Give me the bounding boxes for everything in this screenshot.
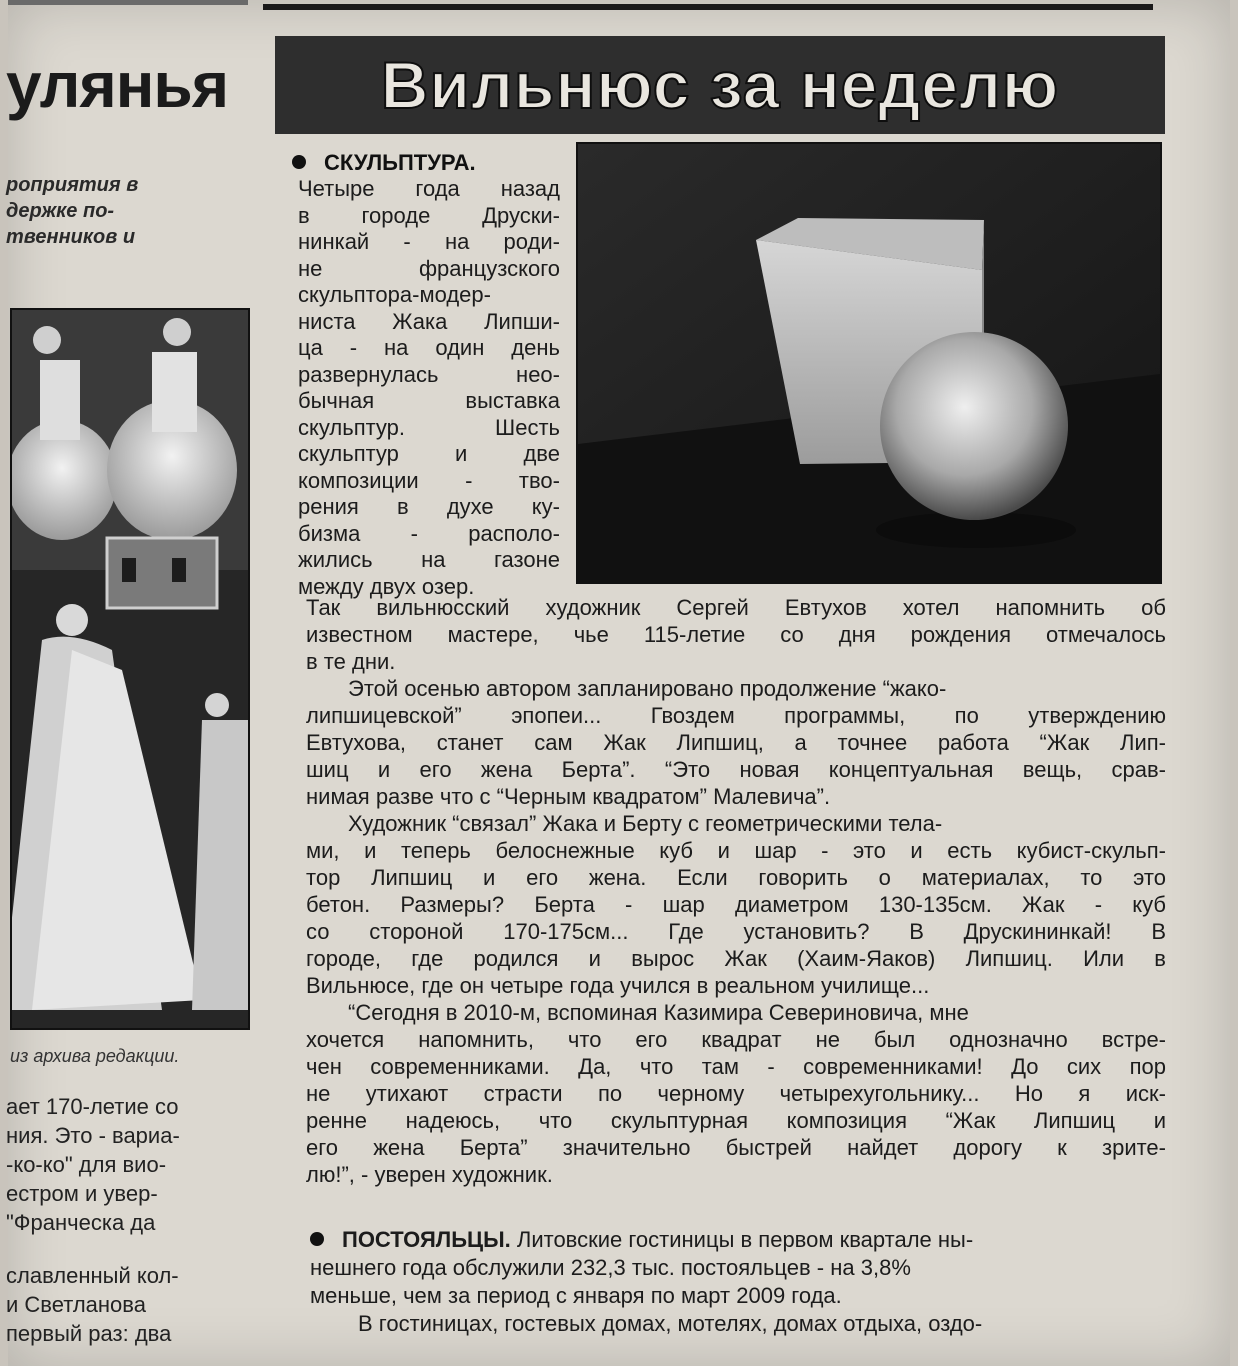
photo-caption: из архива редакции. [10, 1046, 180, 1066]
section-guests-title: ПОСТОЯЛЬЦЫ. [342, 1227, 511, 1252]
text-line: “Сегодня в 2010-м, вспоминая Казимира Севериновича, мне [348, 1000, 969, 1025]
text-line: Художник “связал” Жака и Берту с геометрическими тела- [348, 811, 943, 836]
text-line: скульптур. Шесть [298, 414, 560, 440]
text-line: Этой осенью автором запланировано продолжение “жако- [348, 676, 947, 701]
bullet-icon [310, 1232, 324, 1246]
text-line: лю!”, - уверен художник. [306, 1162, 553, 1187]
text-line: скульптур и две [298, 441, 560, 466]
section-header-bar [275, 36, 1165, 134]
text-line: тор Липшиц и его жена. Если говорить о материалах, то это [306, 865, 1166, 890]
text-line: между двух озер. [298, 573, 475, 599]
text-line: бычная выставка [298, 388, 560, 413]
left-text-line: естром и увер- [6, 1181, 158, 1206]
text-line: в те дни. [306, 649, 396, 674]
sculpture-narrow-text [298, 176, 560, 600]
text-line: бизма - располо- [298, 520, 560, 546]
left-text-line: "Франческа да [6, 1210, 156, 1235]
left-text-line: ния. Это - вариа- [6, 1123, 180, 1148]
top-rule-left [8, 0, 248, 5]
left-intro-line: твенников и [6, 226, 136, 248]
text-line: ниста Жака Липши- [298, 308, 560, 334]
text-line: не утихают страсти по черному четырехугольнику... Но я иск- [306, 1081, 1166, 1106]
sculpture-article-body [306, 594, 1166, 1188]
left-text-line: -ко-ко" для вио- [6, 1152, 167, 1177]
text-line: Вильнюсе, где он четыре года учился в реальном училище... [306, 973, 930, 998]
text-line: нимая разве что с “Черным квадратом” Малевича”. [306, 784, 831, 809]
ballet-photo [10, 308, 250, 1030]
section-sculpture-title-text: СКУЛЬПТУРА. [324, 150, 476, 175]
sculpture-photo [576, 142, 1162, 584]
bullet-icon [292, 155, 306, 169]
left-headline: улянья [6, 49, 229, 121]
text-line: хочется напомнить, что его квадрат не был однозначно встре- [306, 1027, 1166, 1052]
left-intro-line: роприятия в [6, 174, 139, 196]
section-header-title: Вильнюс за неделю [380, 48, 1060, 122]
text-line: нинкай - на роди- [298, 229, 560, 254]
left-text-line: славленный кол- [6, 1263, 179, 1288]
left-text-line: первый раз: два [6, 1321, 172, 1346]
text-line: чен современниками. Да, что там - современниками! До сих пор [306, 1054, 1166, 1079]
top-rule [263, 4, 1153, 10]
text-line: бетон. Размеры? Берта - шар диаметром 130-135см. Жак - куб [306, 892, 1166, 917]
ballet-photo-image [12, 310, 248, 1028]
section-guests-first-line [310, 1226, 1186, 1254]
left-intro [6, 172, 206, 250]
text-line: городе, где родился и вырос Жак (Хаим-Яаков) Липшиц. Или в [306, 946, 1166, 971]
text-line: шиц и его жена Берта”. “Это новая концептуальная вещь, срав- [306, 757, 1166, 782]
left-intro-line: держке по- [6, 200, 115, 222]
text-line: Евтухова, станет сам Жак Липшиц, а точнее работа “Жак Лип- [306, 730, 1166, 755]
text-line: развернулась нео- [298, 361, 560, 387]
text-line: Так вильнюсский художник Сергей Евтухов хотел напомнить об [306, 595, 1166, 620]
text-line: липшицевской” эпопеи... Гвоздем программы, по утверждению [306, 703, 1166, 728]
left-text-line: и Светланова [6, 1292, 146, 1317]
text-line: композиции - тво- [298, 467, 560, 493]
text-line: ца - на один день [298, 335, 560, 360]
section-guests [310, 1226, 1186, 1338]
text-line: ренне надеюсь, что скульптурная композиция “Жак Липшиц и [306, 1108, 1166, 1133]
left-column-text [6, 1092, 254, 1348]
text-line: Литовские гостиницы в первом квартале ны- [516, 1227, 974, 1252]
section-sculpture-title [292, 150, 476, 176]
text-line: ми, и теперь белоснежные куб и шар - это и есть кубист-скульп- [306, 838, 1166, 863]
left-text-line: ает 170-летие со [6, 1094, 179, 1119]
cube-sphere-image [578, 144, 1160, 582]
text-line: в городе Друски- [298, 202, 560, 228]
text-line: со стороной 170-175см... Где установить? В Друскининкай! В [306, 919, 1166, 944]
text-line: не французского [298, 255, 560, 281]
text-line: нешнего года обслужили 232,3 тыс. постояльцев - на 3,8% [310, 1255, 911, 1280]
text-line: жились на газоне [298, 547, 560, 572]
text-line: скульптора-модер- [298, 282, 491, 307]
text-line: В гостиницах, гостевых домах, мотелях, домах отдыха, оздо- [358, 1311, 983, 1336]
text-line: его жена Берта” значительно быстрей найдет дорогу к зрите- [306, 1135, 1166, 1160]
text-line: рения в духе ку- [298, 494, 560, 519]
text-line: известном мастере, чье 115-летие со дня рождения отмечалось [306, 622, 1166, 647]
text-line: Четыре года назад [298, 176, 560, 201]
text-line: меньше, чем за период с января по март 2009 года. [310, 1283, 842, 1308]
